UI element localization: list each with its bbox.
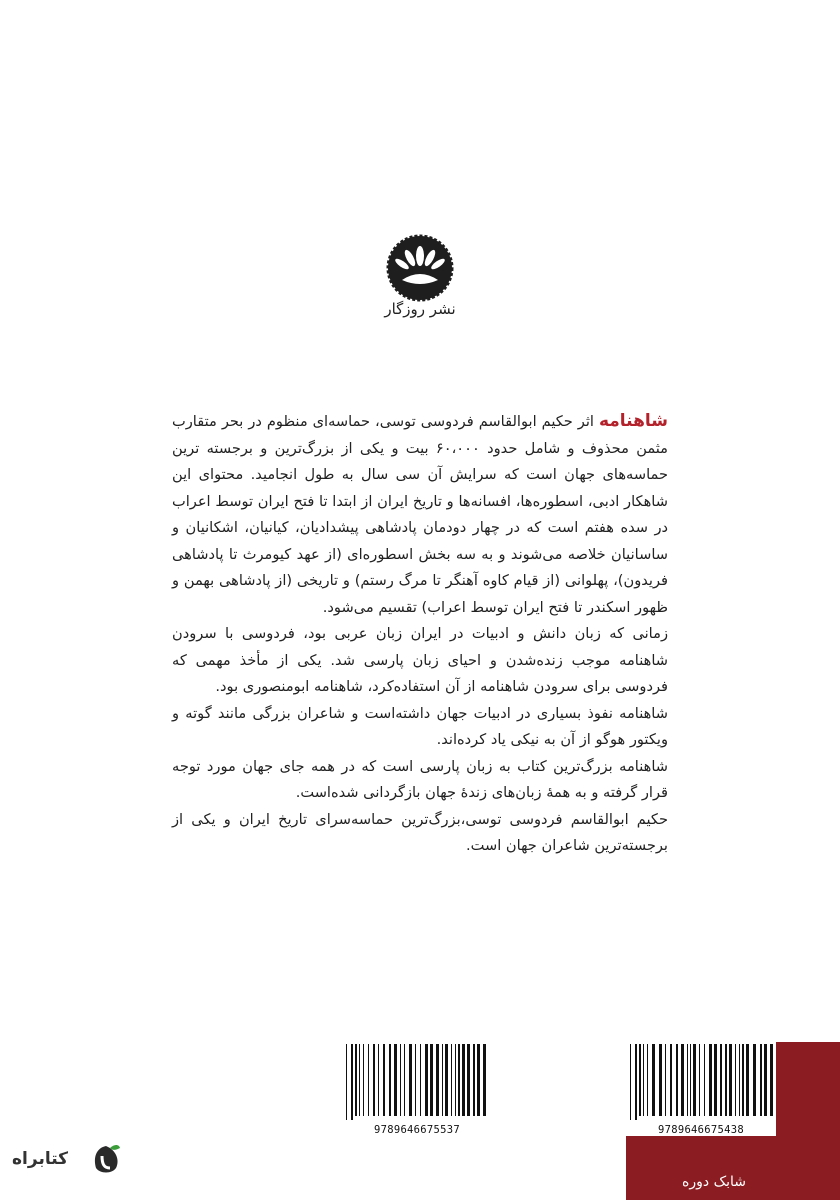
isbn-number-series: 9789646675438 [657, 1124, 745, 1136]
barcode-bars [626, 1042, 776, 1120]
blurb-paragraph-3: شاهنامه نفوذ بسیاری در ادبیات جهان داشته‌است و شاعران بزرگی مانند گوته و ویکتور هوگو از آن به نیکی یاد کرده‌اند. [172, 704, 668, 748]
barcode-bars [342, 1042, 492, 1120]
isbn-number-volume: 9789646675537 [373, 1124, 461, 1136]
ketabrah-brand [12, 1140, 122, 1180]
blurb-paragraph-1 [172, 408, 668, 621]
publisher-name: نشر روزگار [384, 300, 456, 318]
blurb-paragraph-2: زمانی که زبان دانش و ادبیات در ایران زبان عربی بود، فردوسی با سرودن شاهنامه موجب زنده‌شدن و احیای زبان پارسی شد. یکی از مأخذ مهمی که فردوسی برای سرودن شاهنامه از آن استفاده‌کرد، شاهنامه ابومنصوری بود. [172, 625, 668, 695]
isbn-barcode-volume [342, 1042, 492, 1136]
brand-name: کتابراه [12, 1149, 69, 1169]
ketabrah-leaf-icon [90, 1142, 122, 1176]
blurb-paragraph-5: حکیم ابوالقاسم فردوسی توسی،بزرگ‌ترین حماسه‌سرای تاریخ ایران و یکی از برجسته‌ترین شاعران جهان است. [172, 810, 668, 854]
book-title: شاهنامه [598, 411, 668, 431]
series-isbn-label: شابک دوره [682, 1174, 746, 1190]
isbn-barcode-series [626, 1042, 776, 1136]
blurb-paragraph-1-text: اثر حکیم ابوالقاسم فردوسی توسی، حماسه‌ای منظوم در بحر متقارب مثمن محذوف و شامل حدود ۶۰،۰۰۰ بیت و یکی از بزرگ‌ترین و برجسته ترین حماسه‌های جهان است که سرایش آن سی سال به طول انجامید. محتوای این شاهکار ادبی، اسطوره‌ها، افسانه‌ها و تاریخ ایران از ابتدا تا فتح ایران توسط اعراب در سده هفتم است که در چهار دودمان پادشاهی پیشدادیان، کیانیان، اشکانیان و ساسانیان خلاصه می‌شوند و به سه بخش اسطوره‌ای (از عهد کیومرث تا پادشاهی فریدون)، پهلوانی (از قیام کاوه آهنگر تا مرگ رستم) و تاریخی (از پادشاهی بهمن و ظهور اسکندر تا فتح ایران توسط اعراب) تقسیم می‌شود. [172, 413, 668, 616]
back-cover-blurb [172, 408, 668, 860]
blurb-paragraph-4: شاهنامه بزرگ‌ترین کتاب به زبان پارسی است که در همه جای جهان مورد توجه قرار گرفته و به همهٔ زبان‌های زندهٔ جهان بازگردانی شده‌است. [172, 757, 668, 801]
